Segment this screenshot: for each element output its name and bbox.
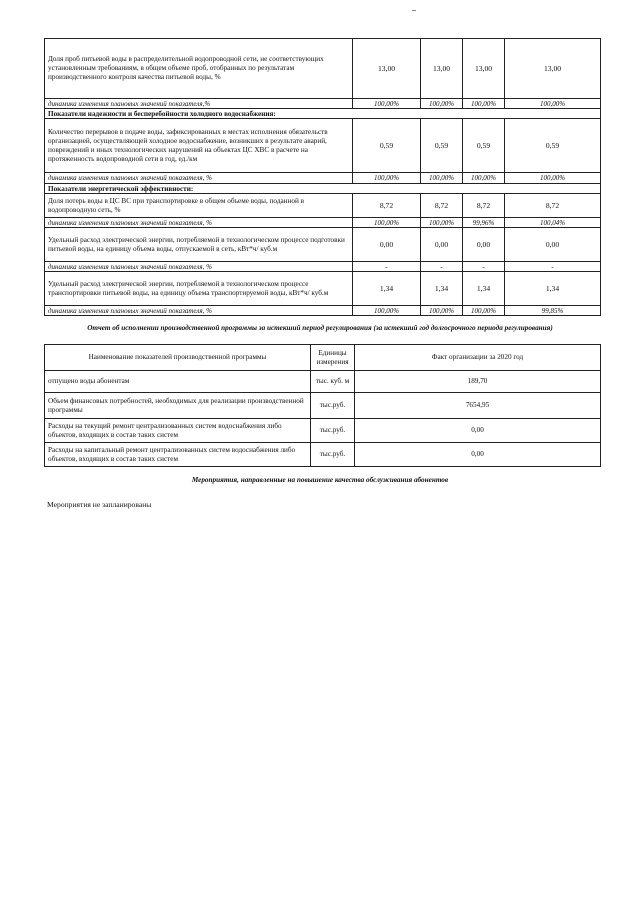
- dynamics-value: 100,00%: [463, 306, 505, 316]
- dynamics-value: 100,00%: [505, 99, 601, 109]
- section-header-row: [45, 184, 601, 194]
- table-row: [45, 306, 601, 316]
- indicator-value: 0,59: [463, 119, 505, 173]
- table-row: [45, 218, 601, 228]
- program-unit: тыс.руб.: [311, 443, 355, 467]
- indicator-value: 0,00: [353, 228, 421, 262]
- program-indicator: Объем финансовых потребностей, необходимых для реализации производственной программы: [45, 393, 311, 419]
- report-caption: Отчет об исполнении производственной программы за истекший период регулирования (за истекший год долгосрочного периода регулирования): [87, 324, 553, 332]
- section-title: Показатели надежности и бесперебойности холодного водоснабжения:: [45, 109, 601, 119]
- dynamics-value: 99,96%: [463, 218, 505, 228]
- section-title: Показатели энергетической эффективности:: [45, 184, 601, 194]
- measures-note: Мероприятия не запланированы: [47, 500, 152, 509]
- program-fact: 0,00: [355, 443, 601, 467]
- indicator-value: 13,00: [353, 39, 421, 99]
- dynamics-value: 100,00%: [353, 218, 421, 228]
- indicator-label: Удельный расход электрической энергии, потребляемой в технологическом процессе подготовки питьевой воды, на единицу объема воды, отпускаемой в сеть, кВт*ч/ куб.м: [45, 228, 353, 262]
- header-name: Наименование показателей производственной программы: [45, 345, 311, 371]
- header-unit: Единицы измерения: [311, 345, 355, 371]
- indicator-value: 0,00: [505, 228, 601, 262]
- indicator-label: Удельный расход электрической энергии, потребляемой в технологическом процессе транспортировки питьевой воды, на единицу объема транспортируемой воды, кВт*ч/ куб.м: [45, 272, 353, 306]
- table-row: [45, 228, 601, 262]
- dynamics-value: 100,00%: [463, 99, 505, 109]
- table-header-row: [45, 345, 601, 371]
- program-indicator: отпущено воды абонентам: [45, 371, 311, 393]
- dynamics-value: 100,00%: [353, 99, 421, 109]
- program-unit: тыс.руб.: [311, 419, 355, 443]
- dynamics-value: 100,00%: [421, 306, 463, 316]
- indicator-value: 8,72: [421, 194, 463, 218]
- table-row: [45, 99, 601, 109]
- dynamics-label: динамика изменения плановых значений показателя,%: [45, 99, 353, 109]
- measures-caption: Мероприятия, направленные на повышение качества обслуживания абонентов: [191, 476, 449, 484]
- indicator-value: 0,59: [421, 119, 463, 173]
- dynamics-label: динамика изменения плановых значений показателя, %: [45, 173, 353, 184]
- scan-mark: [412, 10, 416, 11]
- table-row: [45, 194, 601, 218]
- indicator-value: 1,34: [463, 272, 505, 306]
- indicator-value: 13,00: [505, 39, 601, 99]
- program-fact: 189,70: [355, 371, 601, 393]
- dynamics-value: -: [421, 262, 463, 272]
- indicator-value: 13,00: [421, 39, 463, 99]
- dynamics-value: 99,85%: [505, 306, 601, 316]
- table-row: [45, 371, 601, 393]
- indicator-label: Количество перерывов в подаче воды, зафиксированных в местах исполнения обязательств организацией, осуществляющей холодное водоснабжение, возникших в результате аварий, повреждений и иных технологических нарушений на объектах ЦС ХВС в расчете на протяженность водопроводной сети в год, ед./км: [45, 119, 353, 173]
- program-unit: тыс.руб.: [311, 393, 355, 419]
- dynamics-value: 100,00%: [421, 173, 463, 184]
- dynamics-value: 100,00%: [505, 173, 601, 184]
- indicator-value: 0,00: [463, 228, 505, 262]
- table-row: [45, 393, 601, 419]
- program-indicator: Расходы на капитальный ремонт централизованных систем водоснабжения либо объектов, входящих в состав таких систем: [45, 443, 311, 467]
- indicator-value: 8,72: [505, 194, 601, 218]
- indicator-label: Доля проб питьевой воды в распределительной водопроводной сети, не соответствующих установленным требованиям, в общем объеме проб, отобранных по результатам производственного контроля качества питьевой воды, %: [45, 39, 353, 99]
- table-row: [45, 39, 601, 99]
- indicator-value: 0,00: [421, 228, 463, 262]
- indicator-value: 0,59: [353, 119, 421, 173]
- indicator-label: Доля потерь воды в ЦС ВС при транспортировке в общем объеме воды, поданной в водопроводную сеть, %: [45, 194, 353, 218]
- dynamics-value: 100,00%: [463, 173, 505, 184]
- dynamics-value: 100,00%: [421, 99, 463, 109]
- table-row: [45, 173, 601, 184]
- program-fact: 0,00: [355, 419, 601, 443]
- section-header-row: [45, 109, 601, 119]
- indicator-value: 1,34: [353, 272, 421, 306]
- dynamics-label: динамика изменения плановых значений показателя, %: [45, 306, 353, 316]
- program-unit: тыс. куб. м: [311, 371, 355, 393]
- indicator-value: 0,59: [505, 119, 601, 173]
- header-fact: Факт организации за 2020 год: [355, 345, 601, 371]
- dynamics-value: 100,00%: [353, 173, 421, 184]
- dynamics-value: 100,00%: [421, 218, 463, 228]
- dynamics-value: -: [353, 262, 421, 272]
- table-row: [45, 262, 601, 272]
- table-row: [45, 272, 601, 306]
- dynamics-value: -: [505, 262, 601, 272]
- dynamics-value: 100,04%: [505, 218, 601, 228]
- dynamics-value: -: [463, 262, 505, 272]
- table-row: [45, 119, 601, 173]
- indicators-table: [44, 38, 601, 316]
- dynamics-label: динамика изменения плановых значений показателя, %: [45, 218, 353, 228]
- table-row: [45, 443, 601, 467]
- program-indicator: Расходы на текущий ремонт централизованных систем водоснабжения либо объектов, входящих в состав таких систем: [45, 419, 311, 443]
- program-fact: 7654,95: [355, 393, 601, 419]
- indicator-value: 1,34: [421, 272, 463, 306]
- indicator-value: 8,72: [463, 194, 505, 218]
- indicator-value: 8,72: [353, 194, 421, 218]
- dynamics-label: динамика изменения плановых значений показателя, %: [45, 262, 353, 272]
- program-table: [44, 344, 601, 467]
- dynamics-value: 100,00%: [353, 306, 421, 316]
- indicator-value: 13,00: [463, 39, 505, 99]
- indicator-value: 1,34: [505, 272, 601, 306]
- table-row: [45, 419, 601, 443]
